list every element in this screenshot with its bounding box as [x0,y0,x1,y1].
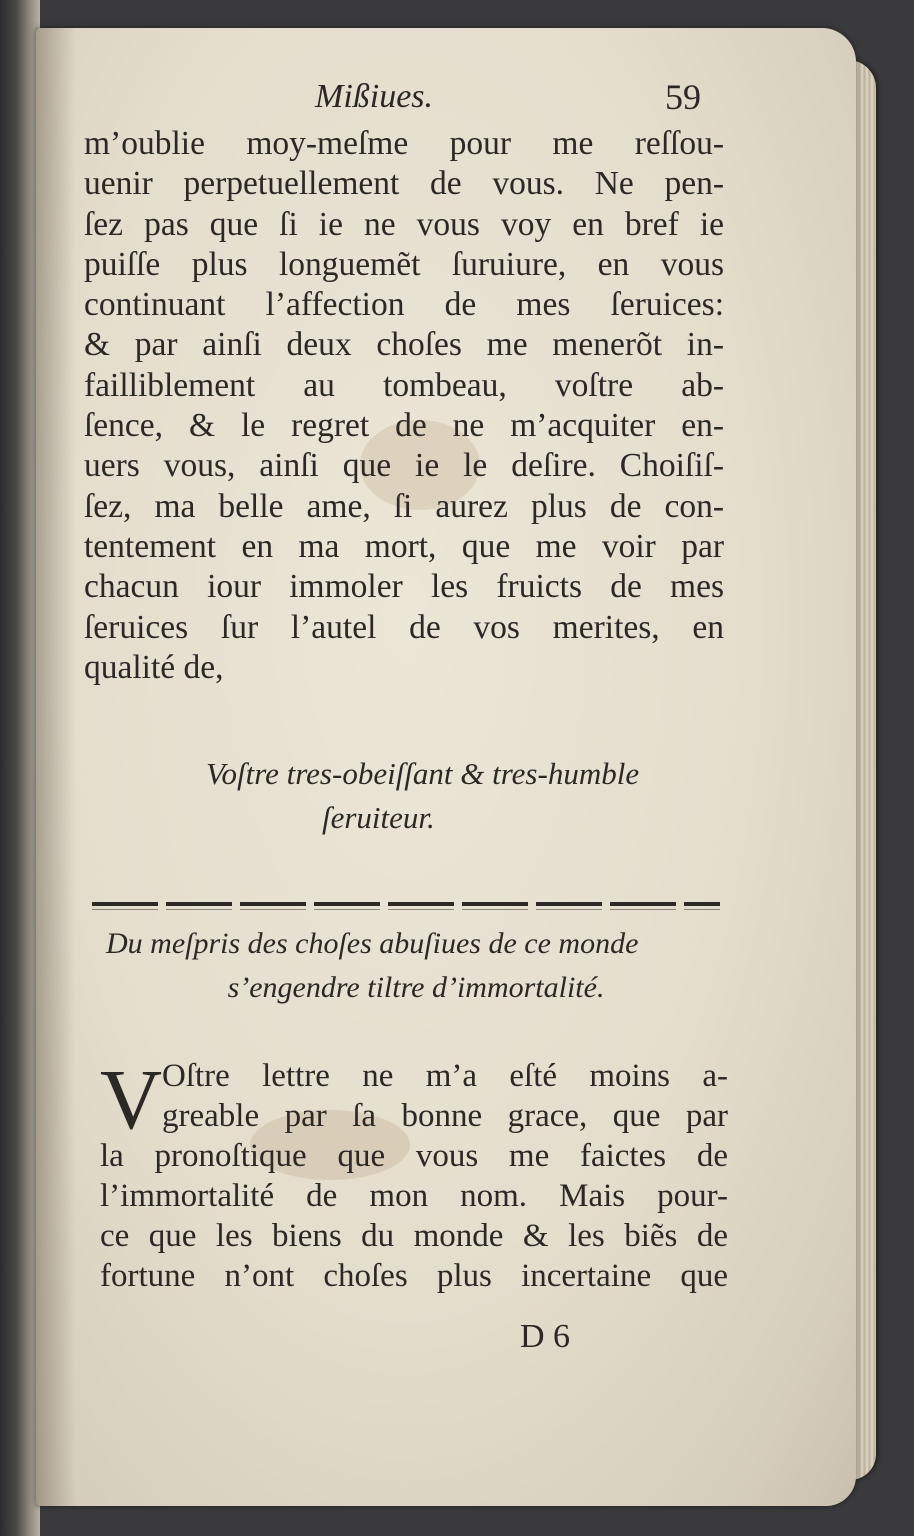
text-line: qualité de, [84,648,224,686]
text-line: ce que les biens du monde & les biẽs de [100,1218,728,1254]
text-line: ſez, ma belle ame, ſi aurez plus de con- [84,487,724,525]
text-line: chacun iour immoler les fruicts de mes [84,568,724,606]
running-head: Mißiues. [315,78,434,115]
text-line: ſence, & le regret de ne m’acquiter en- [84,407,724,445]
text-line: l’immortalité de mon nom. Mais pour- [100,1178,728,1214]
letter-body [100,1051,728,1296]
text-line: puiſſe plus longuemẽt ſuruiure, en vous [84,245,724,283]
text-line: & par ainſi deux choſes me menerõt in- [84,326,724,364]
letter-title-line: s’engendre tiltre d’immortalité. [227,971,605,1004]
page-number: 59 [665,77,701,117]
text-line: Oſtre lettre ne m’a eſté moins a- [162,1058,728,1094]
text-line: fortune n’ont choſes plus incertaine que [100,1258,728,1294]
text-line: greable par ſa bonne grace, que par [162,1098,728,1134]
text-line: failliblement au tombeau, voſtre ab- [84,366,724,404]
text-line: tentement en ma mort, que me voir par [84,527,724,565]
text-line: m’oublie moy-meſme pour me reſſou- [84,125,724,162]
text-line: uers vous, ainſi que ie le deſire. Choiſiſ- [84,447,724,485]
page-gutter-shadow [36,28,76,1506]
letter-closing [206,752,639,840]
section-divider-thin [92,909,720,910]
text-line: uenir perpetuellement de vous. Ne pen- [84,165,724,203]
letter-title-line: Du meſpris des choſes abuſiues de ce monde [106,927,639,960]
section-divider [92,902,720,906]
drop-cap: V [100,1051,163,1147]
signature-mark: D 6 [520,1318,571,1355]
text-line: continuant l’affection de mes ſeruices: [84,286,724,324]
closing-signoff: ſeruiteur. [322,800,435,835]
letter-body-continued [84,124,724,688]
text-line: ſez pas que ſi ie ne vous voy en bref ie [84,205,724,243]
scan-background-left [0,0,40,1536]
text-line: ſeruices ſur l’autel de vos merites, en [84,608,724,646]
letter-title [106,922,726,1010]
closing-line: Voſtre tres-obeiſſant & tres-humble [206,756,640,791]
text-line: la pronoſtique que vous me faictes de [100,1138,728,1174]
